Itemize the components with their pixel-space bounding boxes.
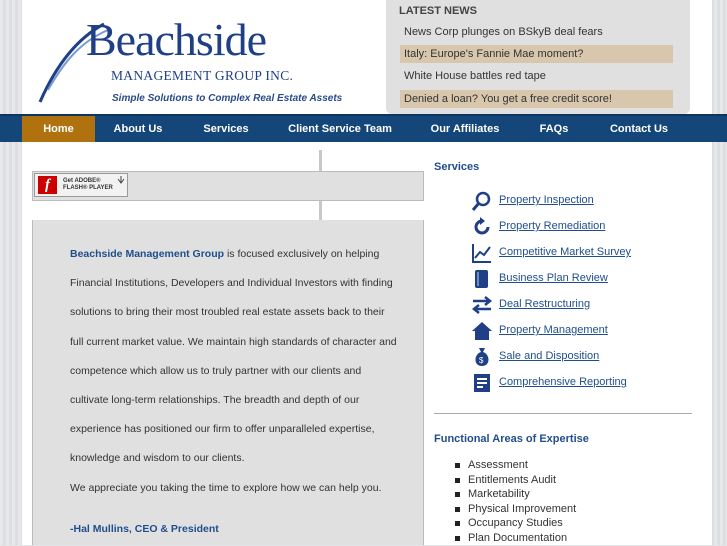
- nav-our-affiliates[interactable]: Our Affiliates: [430, 123, 500, 135]
- news-item[interactable]: White House battles red tape: [404, 70, 546, 82]
- get-flash-player-button[interactable]: [34, 173, 128, 197]
- money-bag-icon: [471, 346, 493, 368]
- service-link[interactable]: Business Plan Review: [499, 272, 608, 284]
- news-item[interactable]: News Corp plunges on BSkyB deal fears: [404, 26, 603, 38]
- services-title: Services: [434, 161, 480, 173]
- refresh-icon: [471, 216, 493, 238]
- site-logo[interactable]: [34, 10, 344, 110]
- intro-closing: We appreciate you taking the time to explore how we can help you.: [70, 481, 382, 494]
- list-item: Marketability: [455, 487, 576, 502]
- expertise-list: [455, 458, 576, 546]
- list-item: Assessment: [455, 458, 576, 473]
- company-name: Beachside Management Group: [70, 248, 225, 260]
- flash-strip: [32, 171, 424, 201]
- service-link[interactable]: Competitive Market Survey: [499, 246, 632, 258]
- nav-about-us[interactable]: About Us: [113, 123, 163, 135]
- list-item: Physical Improvement: [455, 502, 576, 517]
- service-link[interactable]: Property Remediation: [499, 220, 606, 232]
- intro-box: [32, 220, 424, 545]
- arrows-icon: [471, 294, 493, 316]
- service-link[interactable]: Sale and Disposition: [499, 350, 600, 362]
- list-item: Occupancy Studies: [455, 516, 576, 531]
- flash-line1: Get ADOBE®: [63, 178, 101, 184]
- flash-icon: f: [38, 176, 57, 194]
- service-link[interactable]: Property Inspection: [499, 194, 594, 206]
- main-nav: [0, 114, 727, 142]
- flash-text: [63, 178, 113, 192]
- chart-icon: [471, 242, 493, 264]
- nav-home[interactable]: Home: [22, 116, 95, 142]
- report-icon: [471, 372, 493, 394]
- logo-name: Beachside: [86, 14, 267, 65]
- news-item[interactable]: Italy: Europe's Fannie Mae moment?: [400, 45, 673, 63]
- news-item[interactable]: Denied a loan? You get a free credit score!: [400, 90, 673, 108]
- list-item: Plan Documentation: [455, 531, 576, 546]
- service-link[interactable]: Deal Restructuring: [499, 298, 591, 310]
- magnifier-icon: [471, 190, 493, 212]
- flash-line2: FLASH® PLAYER: [63, 185, 113, 191]
- download-arrow-icon: [117, 176, 125, 184]
- section-divider: [434, 413, 692, 414]
- news-title: LATEST NEWS: [399, 5, 478, 17]
- svg-text:$: $: [479, 356, 484, 365]
- service-link[interactable]: Property Management: [499, 324, 608, 336]
- book-icon: [471, 268, 493, 290]
- expertise-title: Functional Areas of Expertise: [434, 433, 589, 445]
- nav-services[interactable]: Services: [203, 123, 249, 135]
- signature: -Hal Mullins, CEO & President: [70, 523, 219, 535]
- nav-faqs[interactable]: FAQs: [539, 123, 569, 135]
- nav-client-service-team[interactable]: Client Service Team: [288, 123, 392, 135]
- service-link[interactable]: Comprehensive Reporting: [499, 376, 627, 388]
- logo-group: MANAGEMENT GROUP INC.: [111, 68, 294, 83]
- intro-text: [70, 240, 400, 503]
- nav-contact-us[interactable]: Contact Us: [609, 123, 669, 135]
- list-item: Entitlements Audit: [455, 473, 576, 488]
- latest-news-panel: [386, 0, 690, 114]
- intro-body: is focused exclusively on helping Financial Institutions, Developers and Individual Investors with finding solutions to bring their most troubled real estate assets back to their full current market value. We maintain high standards of character and competence which allow us to truly partner with our clients and cultivate long-term relationships. The breadth and depth of our experience has positioned our firm to offer unparalleled expertise, knowledge and wisdom to our clients.: [70, 248, 397, 465]
- house-icon: [471, 320, 493, 342]
- tagline: Simple Solutions to Complex Real Estate Assets: [112, 93, 343, 104]
